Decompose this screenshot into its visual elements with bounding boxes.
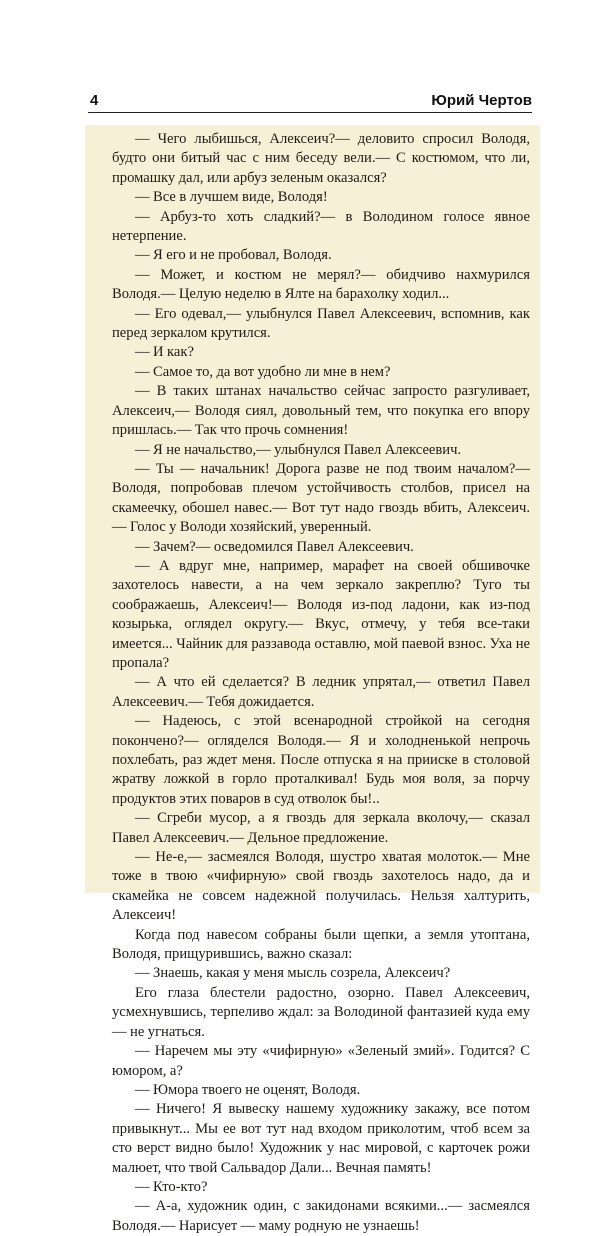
paragraph: — Чего лыбишься, Алексеич?— деловито спросил Володя, будто они битый час с ним беседу вели.— С костюмом, что ли, промашку дал, или арбуз зеленым оказался? (112, 131, 530, 186)
running-title: Юрий Чертов (431, 92, 532, 109)
page-header (88, 92, 532, 112)
paragraph: — Юмора твоего не оценят, Володя. (135, 1081, 361, 1098)
paragraph: — Ничего! Я вывеску нашему художнику закажу, все потом привыкнут... Мы ее вот тут над входом приколотим, чтоб всем за сто верст видно было! Художник у нас мировой, с карточек рожи малюет, что твой Сальвадор Дали... Вечная память! (112, 1101, 530, 1176)
body-text (112, 130, 530, 1236)
paragraph: — Может, и костюм не мерял?— обидчиво нахмурился Володя.— Целую неделю в Ялте на барахолку ходил... (112, 266, 530, 303)
paragraph: Его глаза блестели радостно, озорно. Павел Алексеевич, усмехнувшись, терпеливо ждал: за Володиной фантазией куда ему — не угнаться. (112, 984, 530, 1040)
paragraph: — Его одевал,— улыбнулся Павел Алексеевич, вспомнив, как перед зеркалом крутился. (112, 305, 530, 342)
paragraph: — Не-е,— засмеялся Володя, шустро хватая молоток.— Мне тоже в твою «чифирную» свой гвоздь захотелось надо, да и скамейка не совсем надежной получилась. Нельзя халтурить, Алексеич! (112, 849, 530, 924)
header-rule (88, 112, 532, 113)
paragraph: — А что ей сделается? В ледник упрятал,— ответил Павел Алексеевич.— Тебя дожидается. (112, 674, 530, 710)
paragraph: — Я не начальство,— улыбнулся Павел Алексеевич. (135, 441, 462, 458)
paragraph: — Самое то, да вот удобно ли мне в нем? (135, 363, 391, 380)
paragraph: — В таких штанах начальство сейчас запросто разгуливает, Алексеич,— Володя сиял, довольный тем, что покупка его впору пришлась.— Так что прочь сомнения! (112, 383, 530, 439)
paragraph: — Ты — начальник! Дорога разве не под твоим началом?— Володя, попробовав плечом устойчивость столбов, присел на скамеечку, обошел навес.— Вот тут надо гвоздь вбить, Алексеич.— Голос у Володи хозяйский, уверенный. (112, 460, 530, 536)
paragraph: — Арбуз-то хоть сладкий?— в Володином голосе явное нетерпение. (112, 208, 530, 245)
paragraph: Когда под навесом собраны были щепки, а земля утоптана, Володя, прищурившись, важно сказал: (112, 926, 530, 963)
paragraph: — Сгреби мусор, а я гвоздь для зеркала вколочу,— сказал Павел Алексеевич.— Дельное предложение. (112, 810, 530, 846)
paragraph: — Зачем?— осведомился Павел Алексеевич. (135, 538, 414, 555)
paragraph: — И как? (135, 344, 194, 361)
paragraph: — Знаешь, какая у меня мысль созрела, Алексеич? (135, 965, 451, 982)
paragraph: — Я его и не пробовал, Володя. (135, 247, 332, 264)
paragraph: — Все в лучшем виде, Володя! (135, 189, 328, 206)
page-number: 4 (90, 92, 99, 109)
paragraph: — А-а, художник один, с закидонами всякими...— засмеялся Володя.— Нарисует — маму родную не узнаешь! (112, 1198, 530, 1234)
paragraph: — А вдруг мне, например, марафет на своей обшивочке захотелось навести, а на чем зеркало закреплю? Туго ты соображаешь, Алексеич!— Володя из-под ладони, как из-под козырька, оглядел округу.— Вкус, отмечу, у тебя все-таки имеется... Чайник для раззавода оставлю, мой паевой взнос. Уха не пропала? (112, 557, 530, 671)
paragraph: — Наречем мы эту «чифирную» «Зеленый змий». Годится? С юмором, а? (112, 1043, 530, 1079)
paragraph: — Надеюсь, с этой всенародной стройкой на сегодня покончено?— огляделся Володя.— Я и холодненькой непрочь похлебать, раз ждет меня. После отпуска я на прииске в столовой жратву ложкой в горло проталкивал! Будь моя воля, за порчу продуктов этих поваров в суд отволок бы!.. (112, 713, 530, 807)
paragraph: — Кто-кто? (135, 1178, 208, 1195)
